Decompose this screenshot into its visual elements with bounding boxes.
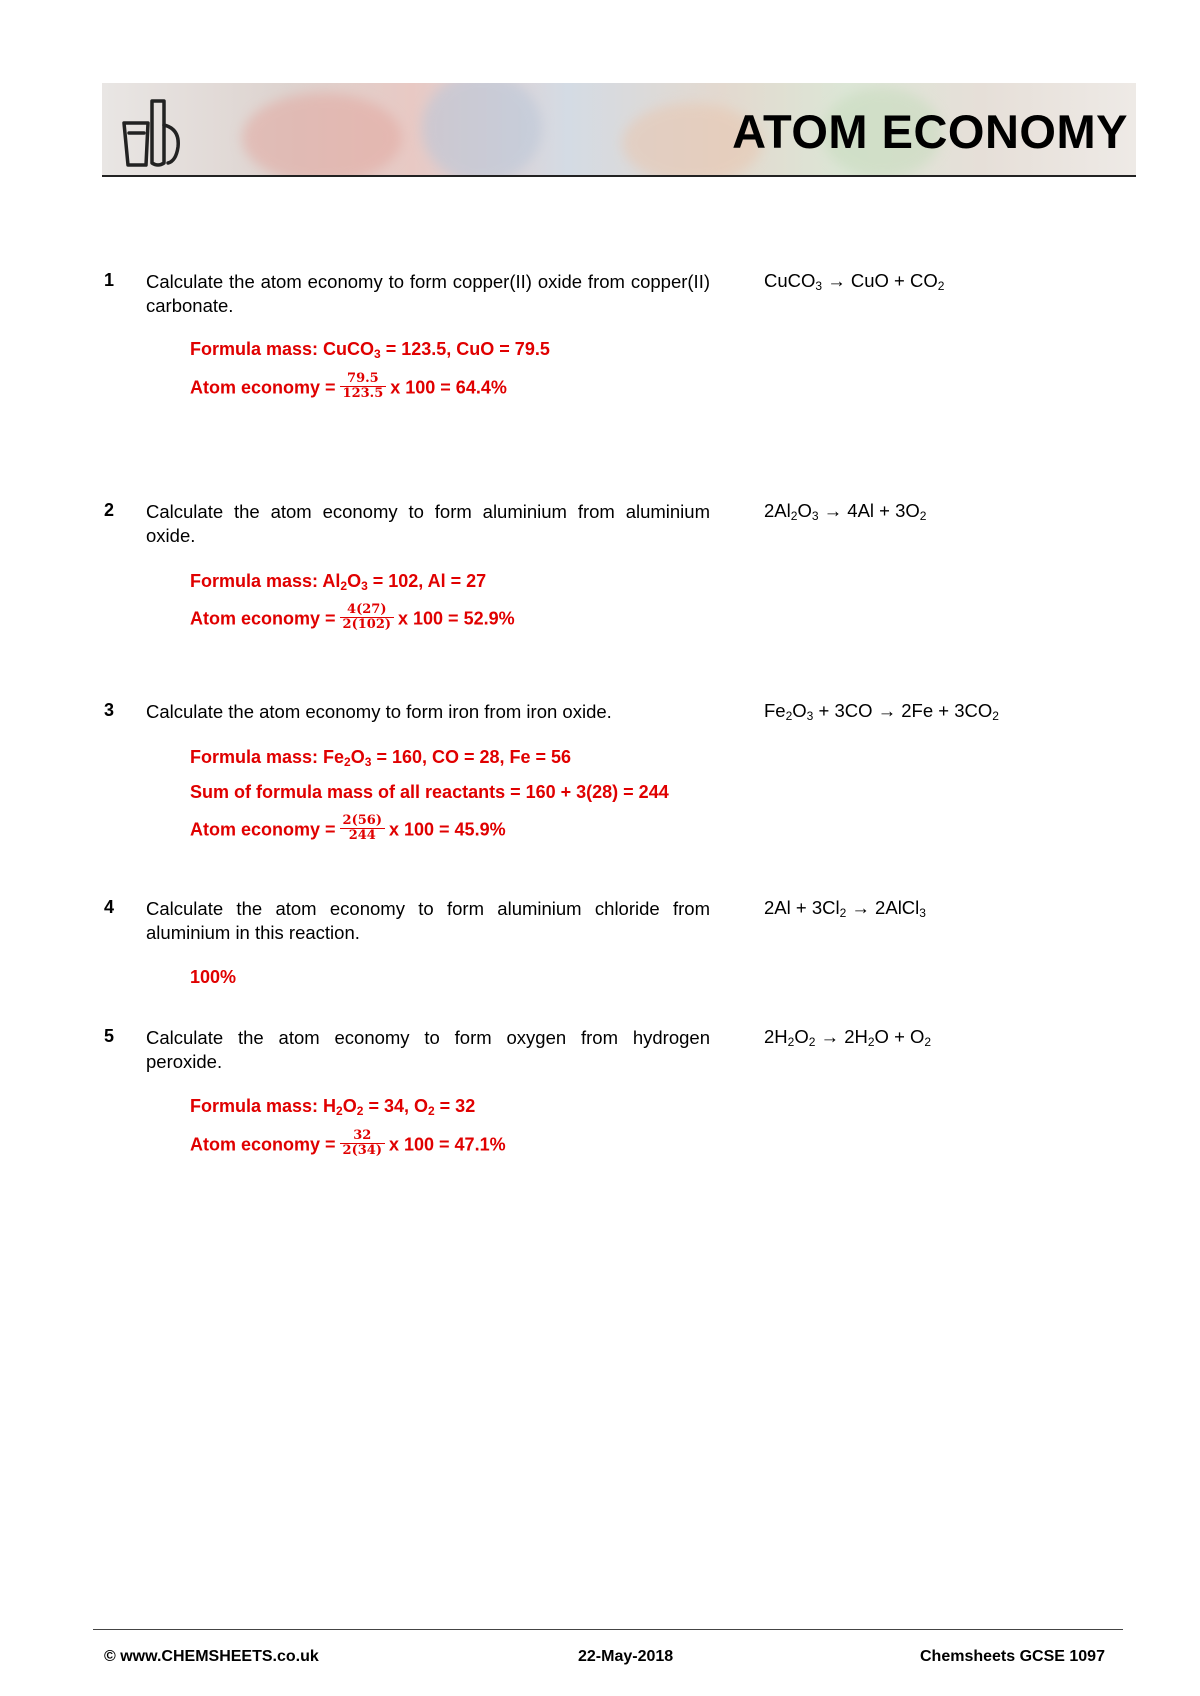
equation: CuCO$_3$ → CuO + $CO_2$ [764, 270, 945, 293]
equation: $2Al_2O_3 \to 4Al + 3O_2$ [764, 500, 927, 523]
question-number: 2 [104, 500, 115, 520]
atom-economy-answer: Atom economy = $\frac{2(56)}{244}$ x 100 = 45.9% [190, 813, 506, 843]
formula-mass: Formula mass: $Fe_2O_3 = 160$, CO = 28, Fe = 56 [190, 747, 572, 769]
lab-glassware-logo [118, 95, 188, 169]
formula-mass: Formula mass: $Al_2O_3 = 102$, Al = 27 [190, 571, 487, 593]
question-number: 5 [104, 1026, 115, 1046]
answer: 100% [190, 967, 237, 987]
question-text: Calculate the atom economy to form copper(II) oxide from copper(II) carbonate. [146, 271, 710, 316]
fraction: $\frac{32}{2(34)}$ [340, 1129, 385, 1158]
footer-copyright: © www.CHEMSHEETS.co.uk [104, 1648, 319, 1665]
equation: $2Al + 3Cl_2$ → 2AlCl$_3$ [764, 897, 926, 920]
fraction: $\frac{79.5}{123.5}$ [340, 372, 387, 401]
question-text: Calculate the atom economy to form iron from iron oxide. [146, 701, 612, 722]
fraction: $\frac{4(27)}{2(102)}$ [340, 603, 394, 632]
atom-economy-answer: Atom economy = $\frac{32}{2(34)}$ x 100 = 47.1% [190, 1128, 506, 1158]
question-number: 3 [104, 700, 115, 720]
equation: $Fe_2O_3 + 3CO \to 2Fe + 3CO_2$ [764, 700, 999, 723]
formula-mass: Formula mass: $H_2O_2 = 34$, $O_2 = 32$ [190, 1096, 476, 1118]
reactant-mass-sum: Sum of formula mass of all reactants = 160 + 3(28) = 244 [190, 782, 669, 802]
equation: $2H_2O_2 \to 2H_2O + O_2$ [764, 1026, 932, 1049]
footer-divider [93, 1629, 1123, 1630]
footer-reference: Chemsheets GCSE 1097 [920, 1648, 1105, 1665]
page-title: ATOM ECONOMY [732, 105, 1128, 158]
question-number: 4 [104, 897, 115, 917]
question-text: Calculate the atom economy to form aluminium from aluminium oxide. [146, 501, 710, 546]
question-text: Calculate the atom economy to form aluminium chloride from aluminium in this reaction. [146, 898, 710, 943]
atom-economy-answer: Atom economy = $\frac{79.5}{123.5}$ x 100 = 64.4% [190, 371, 507, 401]
atom-economy-answer: Atom economy = $\frac{4(27)}{2(102)}$ x 100 = 52.9% [190, 602, 515, 632]
formula-mass: Formula mass: CuCO$_3$ = 123.5, CuO = 79.5 [190, 339, 550, 361]
question-text: Calculate the atom economy to form oxygen from hydrogen peroxide. [146, 1027, 710, 1072]
footer-date: 22-May-2018 [578, 1648, 674, 1665]
fraction: $\frac{2(56)}{244}$ [340, 814, 385, 843]
question-number: 1 [104, 270, 115, 290]
